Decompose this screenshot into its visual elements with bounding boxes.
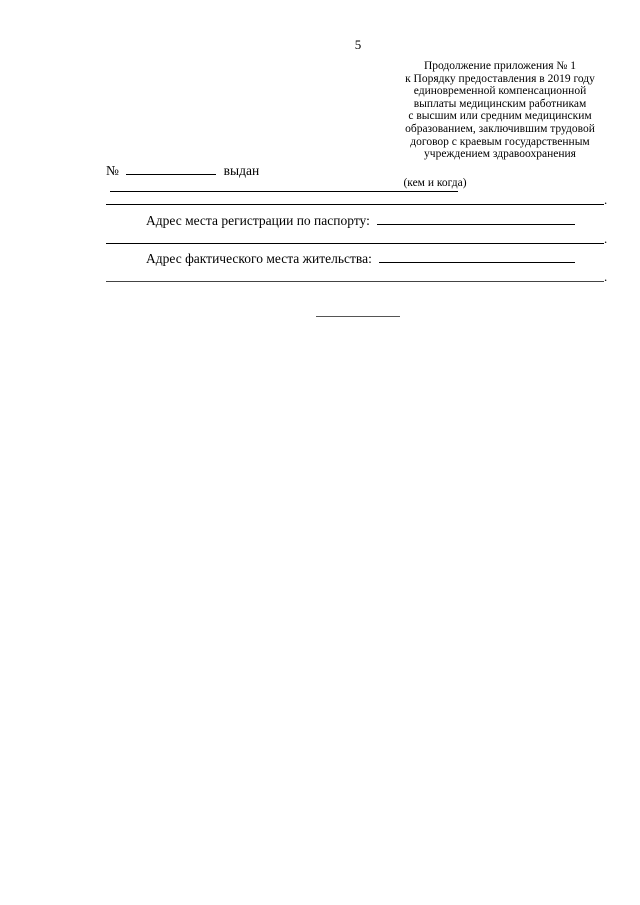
line-end-dot: . — [604, 192, 608, 207]
line-end-dot: . — [604, 269, 608, 284]
residence-address-field[interactable] — [379, 250, 575, 263]
header-line: к Порядку предоставления в 2019 году — [405, 72, 595, 85]
header-line: учреждением здравоохранения — [424, 148, 576, 161]
registration-continuation-line[interactable] — [106, 243, 604, 244]
end-of-document-rule — [316, 316, 400, 317]
passport-number-field[interactable] — [126, 162, 216, 175]
registration-row — [146, 212, 612, 229]
appendix-header — [370, 60, 630, 161]
issued-label: выдан — [223, 163, 260, 178]
residence-label: Адрес фактического места жительства: — [146, 251, 372, 266]
header-line: единовременной компенсационной — [413, 85, 587, 98]
number-sign: № — [106, 163, 119, 178]
line-end-dot: . — [604, 231, 608, 246]
header-line: Продолжение приложения № 1 — [423, 60, 577, 72]
residence-continuation-line[interactable] — [106, 281, 604, 282]
header-line: договор с краевым государственным — [410, 135, 590, 148]
issued-continuation-line[interactable] — [106, 204, 604, 205]
registration-address-field[interactable] — [377, 212, 575, 225]
passport-issued-row — [106, 162, 612, 196]
page-number: 5 — [354, 37, 362, 52]
issued-caption: (кем и когда) — [403, 177, 467, 189]
header-line: образованием, заключившим трудовой — [405, 122, 595, 135]
residence-row — [146, 250, 612, 267]
registration-label: Адрес места регистрации по паспорту: — [146, 213, 370, 228]
header-line: выплаты медицинским работникам — [413, 97, 587, 110]
header-line: с высшим или средним медицинским — [408, 110, 592, 123]
